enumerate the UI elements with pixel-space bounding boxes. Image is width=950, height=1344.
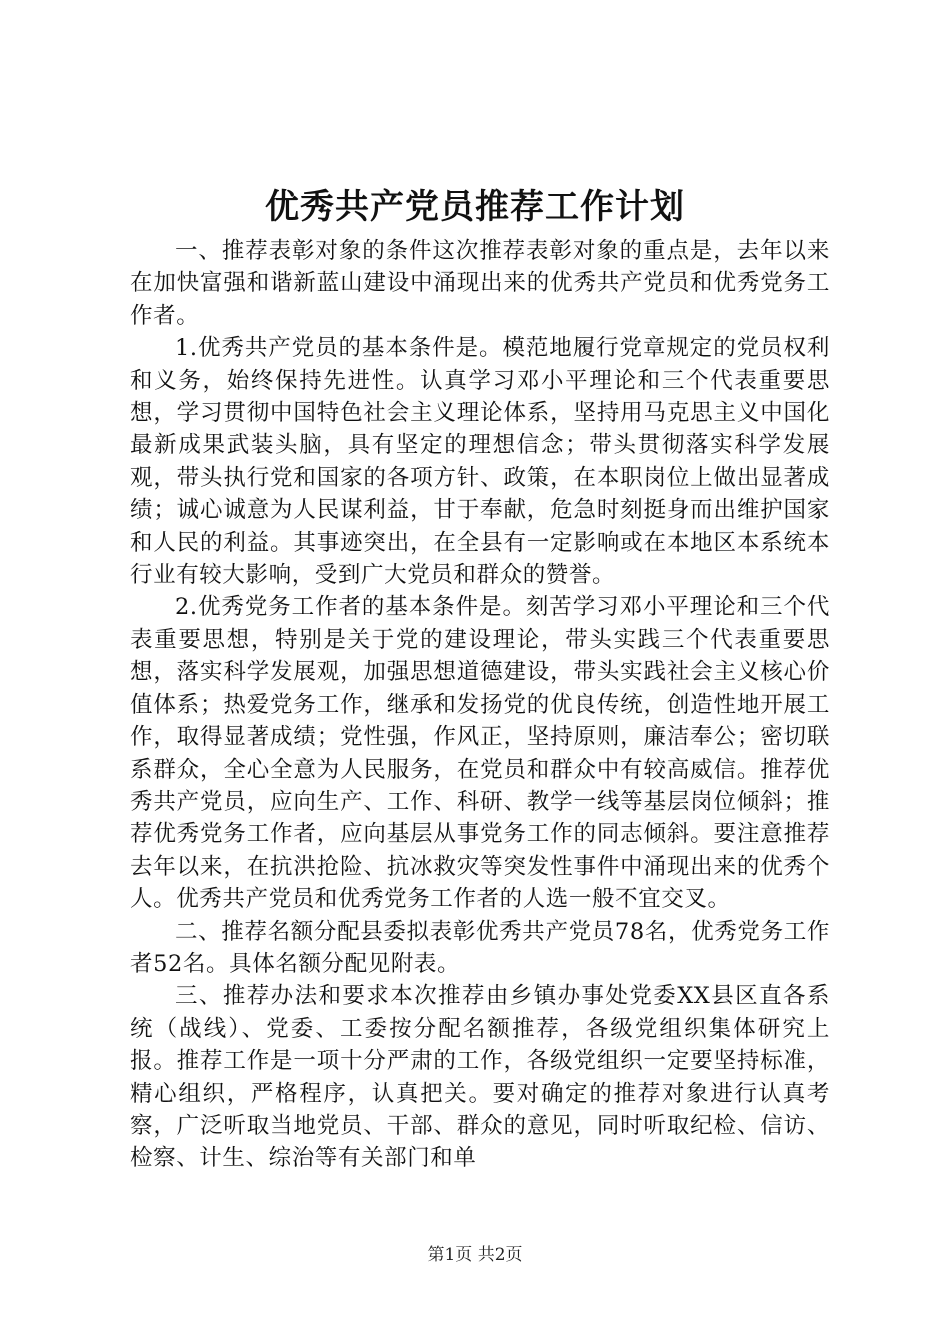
document-title: 优秀共产党员推荐工作计划 (265, 187, 685, 227)
paragraph-methods-requirements: 三、推荐办法和要求本次推荐由乡镇办事处党委XX县区直各系统（战线）、党委、工委按分配名额推荐，各级党组织集体研究上报。推荐工作是一项十分严肃的工作，各级党组织一定要坚持标准，精心组织，严格程序，认真把关。要对确定的推荐对象进行认真考察，广泛听取当地党员、干部、群众的意见，同时听取纪检、信访、检察、计生、综治等有关部门和单 (130, 983, 830, 1172)
page-footer: 第1页 共2页 (427, 1245, 523, 1265)
paragraph-party-member-criteria: 1.优秀共产党员的基本条件是。模范地履行党章规定的党员权利和义务，始终保持先进性。认真学习邓小平理论和三个代表重要思想，学习贯彻中国特色社会主义理论体系，坚持用马克思主义中国化最新成果武装头脑，具有坚定的理想信念；带头贯彻落实科学发展观，带头执行党和国家的各项方针、政策，在本职岗位上做出显著成绩；诚心诚意为人民谋利益，甘于奉献，危急时刻挺身而出维护国家和人民的利益。其事迹突出，在全县有一定影响或在本地区本系统本行业有较大影响，受到广大党员和群众的赞誉。 (130, 335, 830, 589)
paragraph-party-worker-criteria: 2.优秀党务工作者的基本条件是。刻苦学习邓小平理论和三个代表重要思想，特别是关于党的建设理论，带头实践三个代表重要思想，落实科学发展观，加强思想道德建设，带头实践社会主义核心价值体系；热爱党务工作，继承和发扬党的优良传统，创造性地开展工作，取得显著成绩；党性强，作风正，坚持原则，廉洁奉公；密切联系群众，全心全意为人民服务，在党员和群众中有较高威信。推荐优秀共产党员，应向生产、工作、科研、教学一线等基层岗位倾斜；推荐优秀党务工作者，应向基层从事党务工作的同志倾斜。要注意推荐去年以来，在抗洪抢险、抗冰救灾等突发性事件中涌现出来的优秀个人。优秀共产党员和优秀党务工作者的人选一般不宜交叉。 (130, 594, 830, 913)
paragraph-criteria-intro: 一、推荐表彰对象的条件这次推荐表彰对象的重点是，去年以来在加快富强和谐新蓝山建设中涌现出来的优秀共产党员和优秀党务工作者。 (130, 238, 830, 329)
paragraph-quota-allocation: 二、推荐名额分配县委拟表彰优秀共产党员78名，优秀党务工作者52名。具体名额分配见附表。 (130, 918, 830, 977)
document-body (130, 235, 830, 1175)
